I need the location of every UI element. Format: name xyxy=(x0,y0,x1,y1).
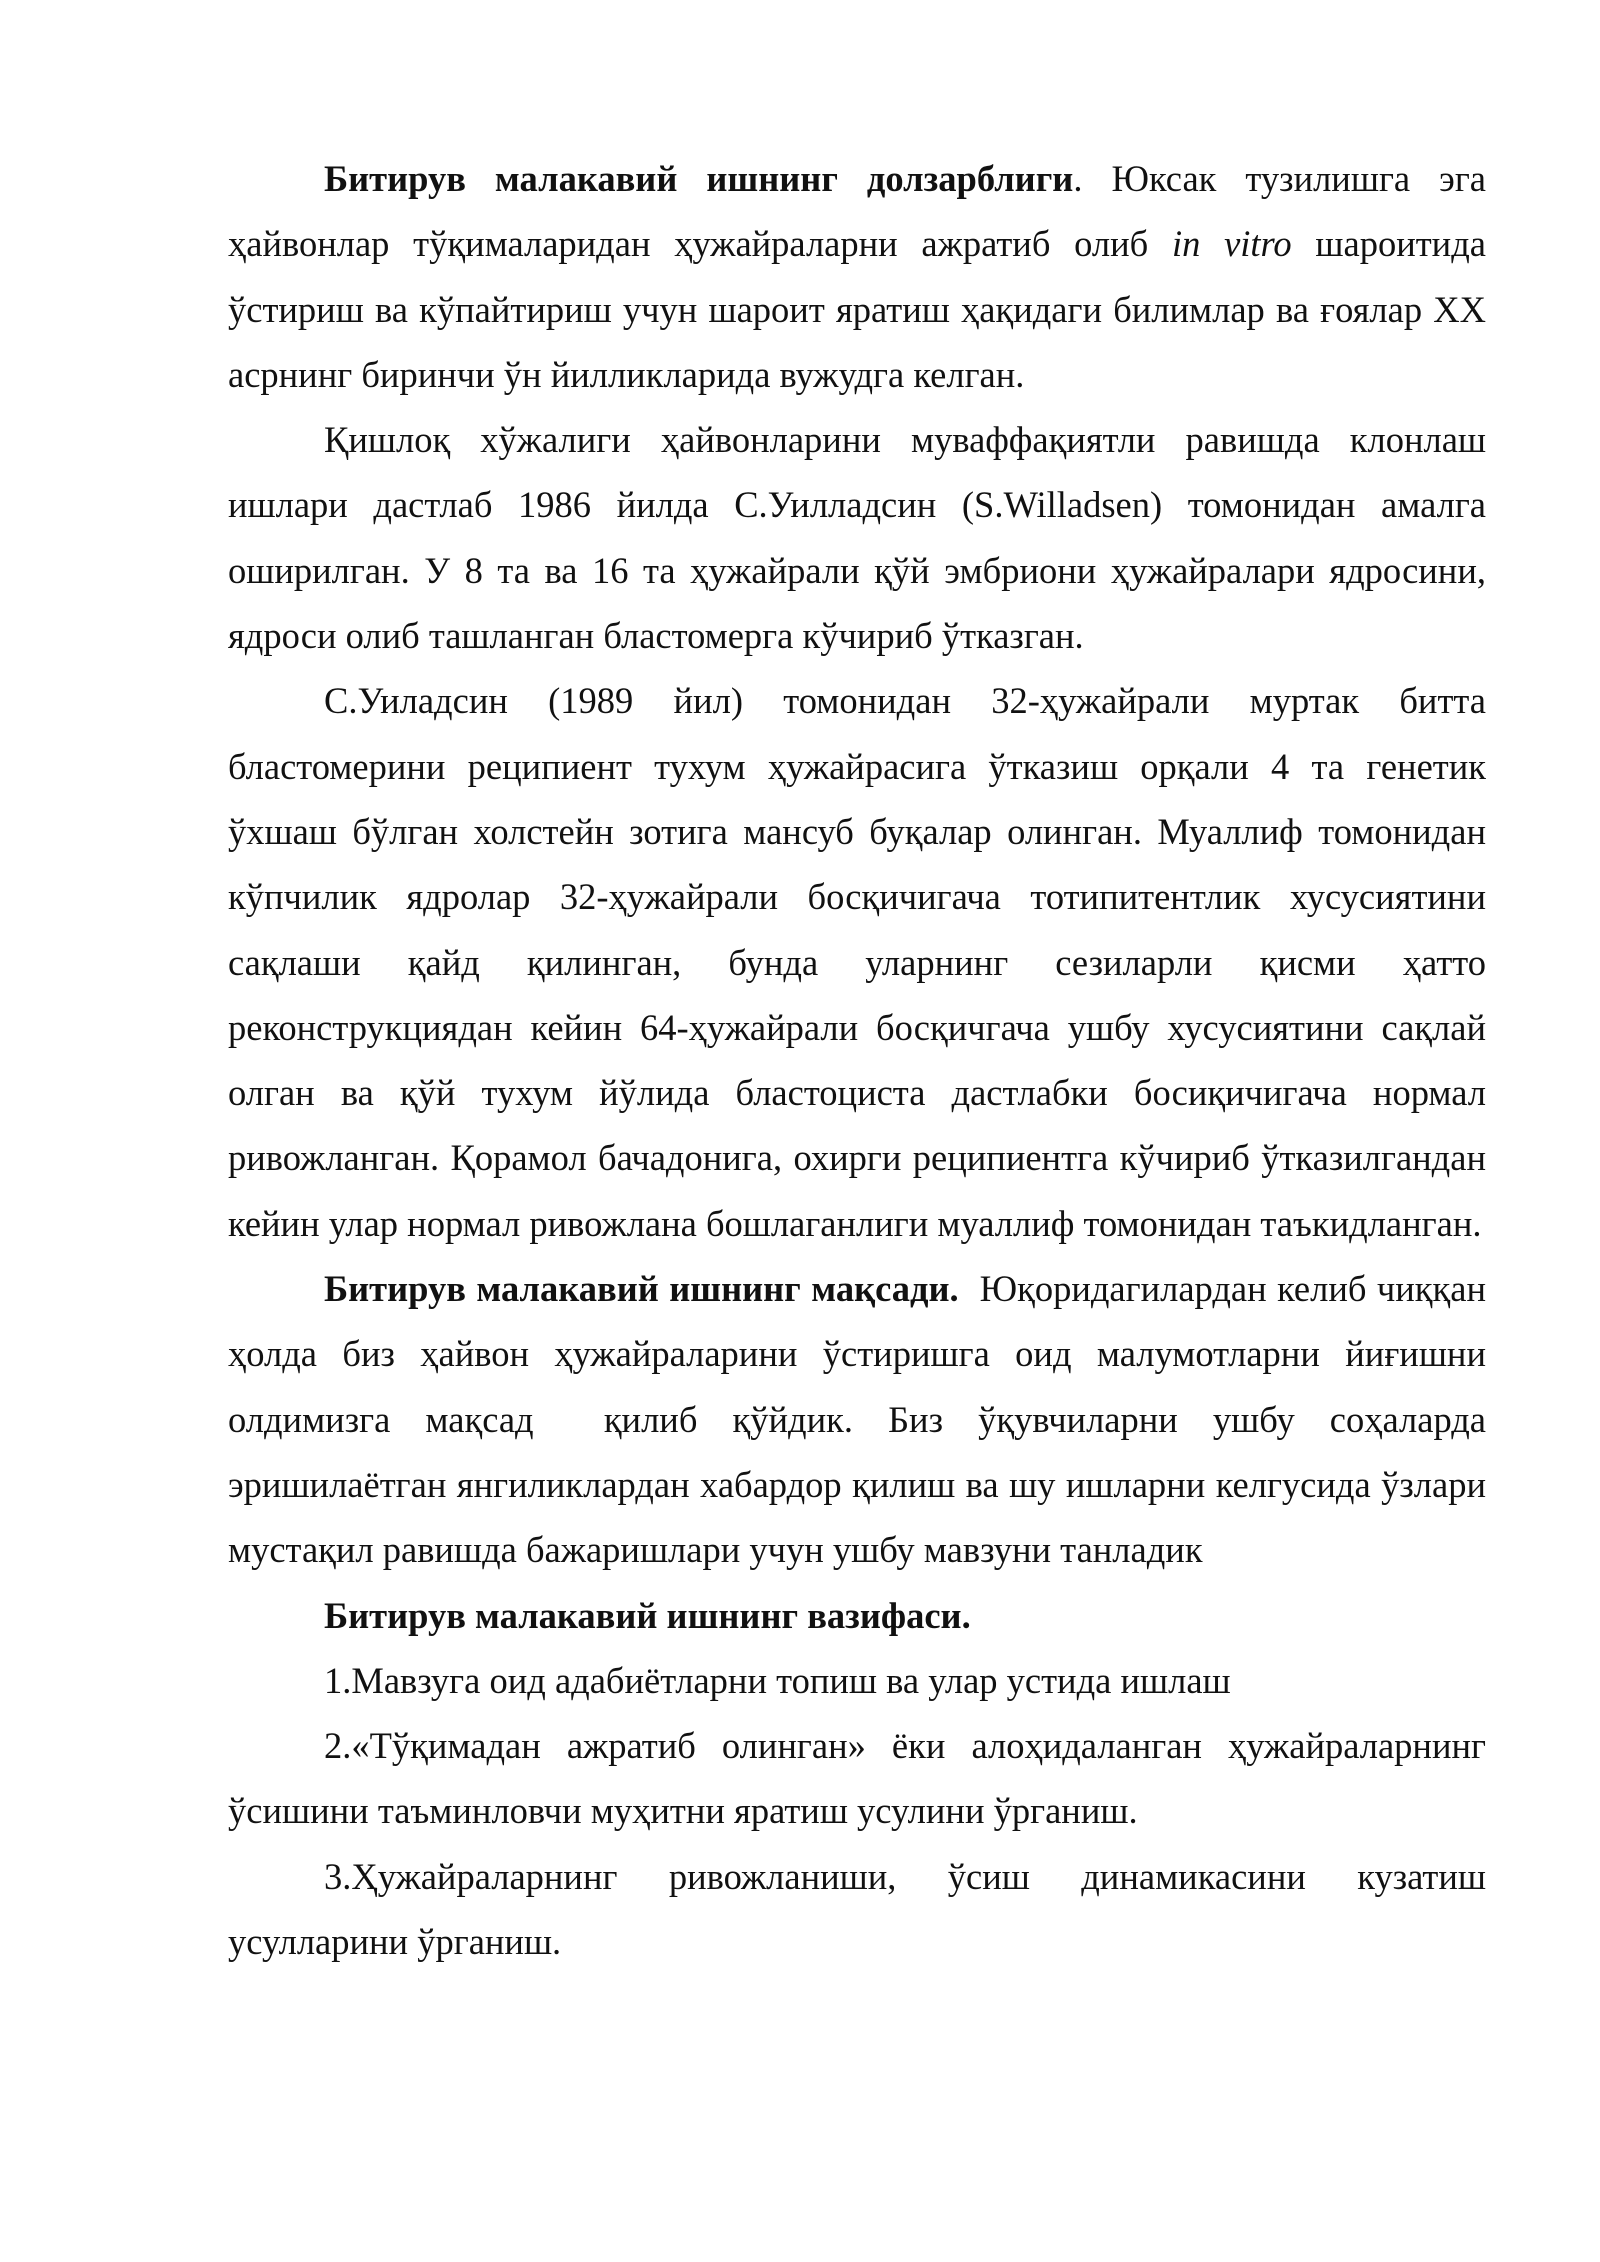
heading-tasks: Битирув малакавий ишнинг вазифаси. xyxy=(324,1594,971,1636)
paragraph-tasks-heading xyxy=(228,1583,1486,1648)
task-item-2: 2.«Тўқимадан ажратиб олинган» ёки алоҳидаланган ҳужайраларнинг ўсишини таъминловчи муҳитни яратиш усулини ўрганиш. xyxy=(228,1725,1486,1832)
document-page xyxy=(228,146,1496,1974)
paragraph-cloning-1986: Қишлоқ хўжалиги ҳайвонларини муваффақиятли равишда клонлаш ишлари дастлаб 1986 йилда С.Уилладсин (S.Willadsen) томонидан амалга оширилган. У 8 та ва 16 та ҳужайрали қўй эмбриони ҳужайралари ядросини, ядроси олиб ташланган бластомерга кўчириб ўтказган. xyxy=(228,419,1486,657)
relevance-text-2: шароитида ўстириш ва кўпайтириш учун шароит яратиш ҳақидаги билимлар ва ғоялар XX асрнинг биринчи ўн йилликларида вужудга келган. xyxy=(228,223,1486,395)
goal-text: Юқоридагилардан келиб чиққан ҳолда биз ҳайвон ҳужайраларини ўстиришга оид малумотларни йиғишни олдимизга мақсад қилиб қўйдик. Биз ўқувчиларни ушбу соҳаларда эришилаётган янгиликлардан хабардор қилиш ва шу ишларни келгусида ўзлари мустақил равишда бажаришлари учун ушбу мавзуни танладик xyxy=(228,1268,1496,1571)
heading-goal: Битирув малакавий ишнинг мақсади. xyxy=(324,1268,959,1310)
paragraph-willadsen-1989: С.Уиладсин (1989 йил) томонидан 32-ҳужайрали муртак битта бластомерини реципиент тухум ҳужайрасига ўтказиш орқали 4 та генетик ўхшаш бўлган холстейн зотига мансуб буқалар олинган. Муаллиф томонидан кўпчилик ядролар 32-ҳужайрали босқичигача тотипитентлик хусусиятини сақлаши қайд қилинган, бунда уларнинг сезиларли қисми ҳатто реконструкциядан кейин 64-ҳужайрали босқичгача ушбу хусусиятини сақлай олган ва қўй тухум йўлида бластоциста дастлабки босиқичигача нормал ривожланган. Қорамол бачадонига, охирги реципиентга кўчириб ўтказилгандан кейин улар нормал ривожлана бошлаганлиги муаллиф томонидан таъкидланган. xyxy=(228,680,1486,1244)
paragraph-relevance xyxy=(228,146,1486,407)
task-item-3: 3.Ҳужайраларнинг ривожланиши, ўсиш динамикасини кузатиш усулларини ўрганиш. xyxy=(228,1855,1486,1963)
task-item-1: 1.Мавзуга оид адабиётларни топиш ва улар устида ишлаш xyxy=(324,1659,1231,1701)
relevance-text-1: . Юксак тузилишга эга ҳайвонлар тўқималаридан ҳужайраларни ажратиб олиб xyxy=(228,158,1486,265)
italic-in-vitro: in vitro xyxy=(1171,223,1292,265)
heading-relevance: Битирув малакавий ишнинг долзарблиги xyxy=(324,158,1074,199)
paragraph-goal xyxy=(228,1256,1496,1582)
